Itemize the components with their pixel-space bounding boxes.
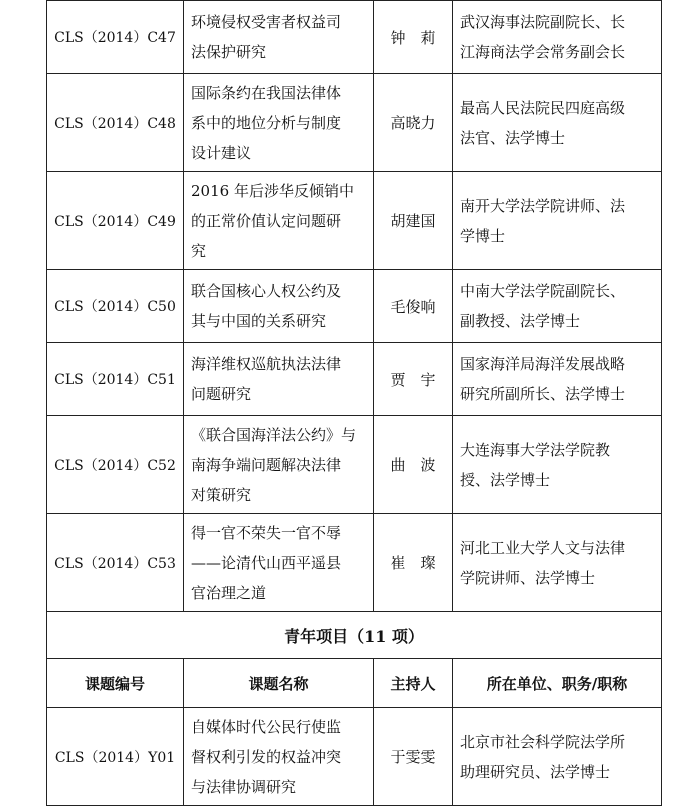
column-header-code: 课题编号 <box>47 659 184 708</box>
table-row <box>47 343 662 416</box>
table-row <box>47 708 662 806</box>
project-title-line: 系中的地位分析与制度 <box>191 113 342 132</box>
project-host: 贾 宇 <box>374 343 453 416</box>
host-affiliation-line: 江海商法学会常务副会长 <box>460 43 626 61</box>
project-title-line: 自媒体时代公民行使监 <box>191 717 342 736</box>
column-header-title: 课题名称 <box>184 659 374 708</box>
host-affiliation-line: 助理研究员、法学博士 <box>460 762 611 781</box>
column-header-unit: 所在单位、职务/职称 <box>453 659 662 708</box>
project-title <box>184 708 374 806</box>
project-code: CLS（2014）Y01 <box>47 708 184 806</box>
host-affiliation <box>453 1 662 74</box>
project-code: CLS（2014）C52 <box>47 416 184 514</box>
project-title-line: 《联合国海洋法公约》与 <box>191 425 357 444</box>
host-affiliation <box>453 172 662 270</box>
host-affiliation <box>453 74 662 172</box>
project-title-line: 海洋维权巡航执法法律 <box>191 355 342 373</box>
project-code: CLS（2014）C50 <box>47 270 184 343</box>
host-affiliation <box>453 708 662 806</box>
host-affiliation-line: 副教授、法学博士 <box>460 312 581 330</box>
host-affiliation-line: 学博士 <box>460 226 506 245</box>
project-code: CLS（2014）C53 <box>47 514 184 612</box>
project-title-line: 问题研究 <box>191 385 252 403</box>
project-title-line: 对策研究 <box>191 485 252 504</box>
host-affiliation <box>453 416 662 514</box>
project-title <box>184 416 374 514</box>
project-title <box>184 1 374 74</box>
host-affiliation-line: 最高人民法院民四庭高级 <box>460 98 626 117</box>
project-title-line: 国际条约在我国法律体 <box>191 83 342 102</box>
project-title-line: 的正常价值认定问题研 <box>191 211 342 230</box>
host-affiliation-line: 授、法学博士 <box>460 470 551 489</box>
section-title-youth-projects: 青年项目（11 项） <box>47 612 662 659</box>
host-affiliation <box>453 343 662 416</box>
project-title <box>184 343 374 416</box>
project-title-line: 联合国核心人权公约及 <box>191 282 342 300</box>
host-affiliation-line: 研究所副所长、法学博士 <box>460 385 626 403</box>
host-affiliation <box>453 514 662 612</box>
project-title-line: 2016 年后涉华反倾销中 <box>191 181 354 200</box>
host-affiliation-line: 大连海事大学法学院教 <box>460 440 611 459</box>
project-host: 曲 波 <box>374 416 453 514</box>
project-title-line: ——论清代山西平遥县 <box>191 553 342 572</box>
host-affiliation-line: 中南大学法学院副院长、 <box>460 282 626 300</box>
project-title-line: 官治理之道 <box>191 583 267 602</box>
project-title-line: 其与中国的关系研究 <box>191 312 327 330</box>
project-host: 钟 莉 <box>374 1 453 74</box>
project-title-line: 南海争端问题解决法律 <box>191 455 342 474</box>
project-host: 高晓力 <box>374 74 453 172</box>
host-affiliation-line: 国家海洋局海洋发展战略 <box>460 355 626 373</box>
project-host: 崔 璨 <box>374 514 453 612</box>
project-title <box>184 172 374 270</box>
table-row <box>47 172 662 270</box>
project-title <box>184 270 374 343</box>
column-header-row <box>47 659 662 708</box>
table-row <box>47 514 662 612</box>
project-host: 胡建国 <box>374 172 453 270</box>
project-title-line: 设计建议 <box>191 143 252 162</box>
project-title <box>184 74 374 172</box>
host-affiliation <box>453 270 662 343</box>
table-row <box>47 270 662 343</box>
host-affiliation-line: 学院讲师、法学博士 <box>460 568 596 587</box>
project-code: CLS（2014）C51 <box>47 343 184 416</box>
host-affiliation-line: 法官、法学博士 <box>460 128 566 147</box>
project-title-line: 究 <box>191 241 207 260</box>
project-host: 毛俊响 <box>374 270 453 343</box>
project-title-line: 法保护研究 <box>191 43 267 61</box>
project-title <box>184 514 374 612</box>
project-title-line: 环境侵权受害者权益司 <box>191 13 342 31</box>
project-host: 于雯雯 <box>374 708 453 806</box>
table-row <box>47 416 662 514</box>
host-affiliation-line: 北京市社会科学院法学所 <box>460 732 626 751</box>
host-affiliation-line: 武汉海事法院副院长、长 <box>460 13 626 31</box>
table-row <box>47 74 662 172</box>
project-table <box>46 0 662 806</box>
host-affiliation-line: 河北工业大学人文与法律 <box>460 538 626 557</box>
column-header-host: 主持人 <box>374 659 453 708</box>
project-title-line: 得一官不荣失一官不辱 <box>191 523 342 542</box>
project-code: CLS（2014）C49 <box>47 172 184 270</box>
project-code: CLS（2014）C48 <box>47 74 184 172</box>
table-row <box>47 1 662 74</box>
project-title-line: 与法律协调研究 <box>191 777 297 796</box>
host-affiliation-line: 南开大学法学院讲师、法 <box>460 196 626 215</box>
project-code: CLS（2014）C47 <box>47 1 184 74</box>
project-title-line: 督权利引发的权益冲突 <box>191 747 342 766</box>
